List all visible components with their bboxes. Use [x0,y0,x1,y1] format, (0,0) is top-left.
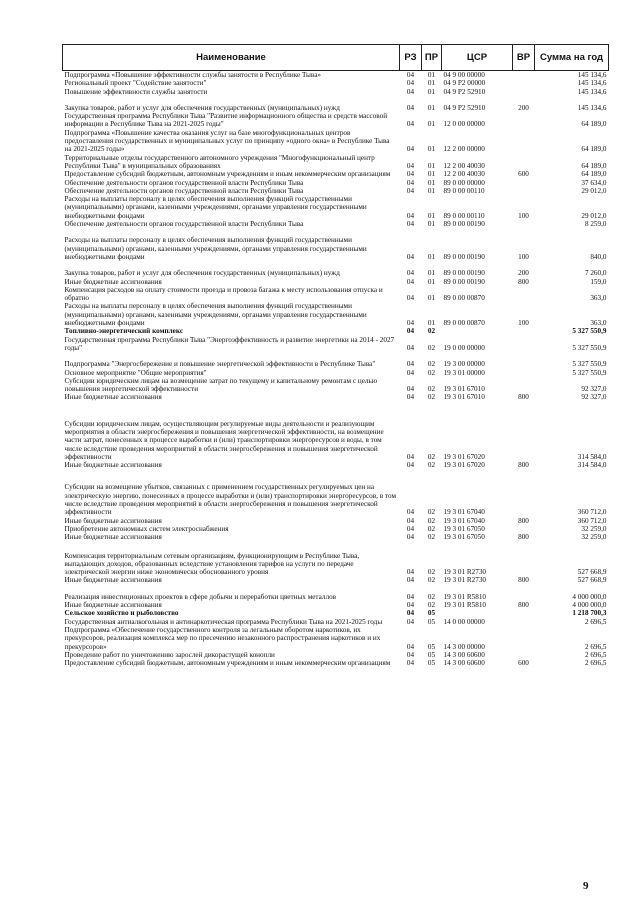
cell-vr: 800 [518,601,529,610]
cell-name: Государственная программа Республики Тыва "Энергоэффективность и развитие энергетики на 2014 - 2027 годы" [64,335,395,352]
cell-name: Субсидии юридическим лицам, осуществляющим регулируемые виды деятельности и реализующим мероприятия в области энергосбережения и повышения энергетической эффективности, на возмещение части затрат, понесенных в процессе выработки и (или) транспортировки энергоресурсов и воды, в том числе вследствие проведения мероприятий в области энергосбережения и повышения энергетической эффективности [64,419,384,461]
cell-name: Повышение эффективности службы занятости [64,87,208,96]
cell-sum: 92 327,0 [581,393,607,402]
cell-vr [513,402,535,461]
table-row [63,302,609,327]
table-row [63,576,609,584]
cell-name: Закупка товаров, работ и услуг для обеспечения государственных (муниципальных) нужд [64,103,340,112]
cell-name: Субсидии на возмещение убытков, связанных с применением государственных регулируемых цен на электрическую энергию, понесенных в процессе выработки и (или) транспортировки энергоресурсов, в том числе вследствие проведения мероприятий в области энергосбережения и повышения энергетической эффективности [64,483,397,517]
cell-rz: 04 [406,393,415,402]
cell-name: Иные бюджетные ассигнования [64,576,162,585]
cell-sum: 2 696,5 [584,659,607,668]
cell-vr: 100 [518,252,529,261]
cell-sum: 360 712,0 [577,508,607,517]
cell-sum: 2 696,5 [584,650,607,659]
cell-csr: 14 3 00 60600 [443,659,485,668]
cell-pr: 01 [427,120,436,129]
cell-sum: 7 260,0 [584,269,607,278]
cell-vr [513,112,535,129]
cell-sum: 1 218 700,3 [572,609,607,618]
cell-name: Иные бюджетные ассигнования [64,601,162,610]
cell-pr: 02 [427,360,436,369]
cell-rz: 04 [406,87,415,96]
cell-csr: 19 3 01 67010 [443,385,485,394]
cell-vr [513,79,535,87]
table-row [63,112,609,129]
cell-sum: 4 000 000,0 [572,601,607,610]
table-row [63,96,609,112]
cell-sum: 314 584,0 [577,452,607,461]
cell-pr: 02 [427,343,436,352]
header-pr: ПР [422,45,442,71]
cell-pr: 02 [427,568,436,577]
table-row [63,278,609,286]
cell-vr: 800 [518,516,529,525]
cell-sum: 32 259,0 [581,533,607,542]
cell-vr [513,626,535,651]
cell-vr: 800 [518,533,529,542]
cell-pr: 05 [427,659,436,668]
table-row [63,469,609,516]
cell-rz: 04 [406,211,415,220]
cell-name: Расходы на выплаты персоналу в целях обеспечения выполнения функций государственными (муниципальными) органами, казенными учреждениями, органами управления государственными внебюджетными фондами [64,302,367,328]
cell-csr: 14 0 00 00000 [443,617,485,626]
cell-name: Иные бюджетные ассигнования [64,461,162,470]
table-row [63,154,609,171]
table-row [63,220,609,228]
table-row [63,585,609,601]
cell-rz: 04 [406,533,415,542]
table-row [63,601,609,609]
cell-pr: 01 [427,161,436,170]
cell-sum: 145 134,6 [577,103,607,112]
cell-csr: 19 3 01 67010 [443,393,485,402]
table-row [63,79,609,87]
cell-name: Иные бюджетные ассигнования [64,533,162,542]
table-row [63,377,609,394]
cell-rz: 04 [406,170,415,179]
cell-csr: 12 2 00 40030 [443,170,485,179]
cell-sum: 4 000 000,0 [572,592,607,601]
cell-pr: 01 [427,170,436,179]
cell-pr: 02 [427,393,436,402]
cell-vr [513,585,535,601]
cell-csr: 14 3 00 00000 [443,642,485,651]
cell-name: Обеспечение деятельности органов государственной власти Республики Тыва [64,186,304,195]
cell-vr [513,88,535,96]
cell-pr: 02 [427,461,436,470]
header-csr: ЦСР [442,45,513,71]
cell-pr: 05 [427,642,436,651]
budget-table [62,44,609,667]
cell-csr: 14 3 00 60600 [443,650,485,659]
cell-vr [513,179,535,187]
cell-rz: 04 [406,79,415,88]
cell-vr [513,336,535,353]
cell-pr: 02 [427,385,436,394]
table-row [63,393,609,401]
cell-vr [513,154,535,171]
cell-name: Расходы на выплаты персоналу в целях обеспечения выполнения функций государственными (муниципальными) органами, казенными учреждениями, органами управления государственными внебюджетными фондами [64,236,367,261]
cell-rz: 04 [406,659,415,668]
page-number: 9 [583,880,589,892]
cell-pr: 02 [427,508,436,517]
cell-name: Топливно-энергетический комплекс [64,327,184,336]
cell-rz: 04 [406,178,415,187]
cell-vr [513,129,535,154]
cell-pr: 05 [427,617,436,626]
cell-csr: 12 2 00 40030 [443,161,485,170]
cell-pr: 02 [427,452,436,461]
cell-name: Обеспечение деятельности органов государственной власти Республики Тыва [64,220,304,229]
table-row [63,626,609,651]
cell-pr: 05 [427,609,436,618]
cell-vr [513,369,535,377]
cell-rz: 04 [406,103,415,112]
cell-rz: 04 [406,508,415,517]
cell-csr: 89 0 00 00190 [443,220,485,229]
cell-pr: 01 [427,252,436,261]
cell-sum: 37 634,0 [581,178,607,187]
cell-csr: 19 3 01 R2730 [443,568,487,577]
cell-vr [513,71,535,80]
cell-pr: 01 [427,71,436,79]
cell-vr: 800 [518,277,529,286]
cell-name: Подпрограмма "Энергосбережение и повышение энергетической эффективности в Республике Тыва" [64,360,376,369]
cell-csr: 89 0 00 00190 [443,277,485,286]
cell-vr [513,542,535,577]
cell-rz: 04 [406,568,415,577]
cell-name: Предоставление субсидий бюджетным, автономным учреждениям и иным некоммерческим организациям [64,659,391,668]
cell-pr: 02 [427,516,436,525]
cell-pr: 02 [427,524,436,533]
cell-name: Предоставление субсидий бюджетным, автономным учреждениям и иным некоммерческим организациям [64,170,391,179]
cell-sum: 92 327,0 [581,385,607,394]
cell-csr: 89 0 00 00870 [443,319,485,328]
cell-sum: 29 012,0 [581,186,607,195]
cell-sum: 840,0 [590,252,607,261]
cell-vr [513,609,535,617]
cell-rz: 04 [406,609,415,618]
cell-csr: 04 9 P2 00000 [443,79,486,88]
cell-pr: 01 [427,269,436,278]
cell-sum: 64 189,0 [581,161,607,170]
cell-csr: 19 3 01 67050 [443,533,485,542]
cell-rz: 04 [406,642,415,651]
table-row [63,609,609,617]
cell-pr: 01 [427,294,436,303]
cell-sum: 527 668,9 [577,568,607,577]
cell-sum: 527 668,9 [577,576,607,585]
cell-csr: 19 3 01 R2730 [443,576,487,585]
cell-name: Проведение работ по уничтожению зарослей дикорастущей конопли [64,650,275,659]
cell-sum: 64 189,0 [581,145,607,154]
cell-pr: 01 [427,145,436,154]
cell-rz: 04 [406,592,415,601]
cell-rz: 04 [406,385,415,394]
cell-rz: 04 [406,617,415,626]
cell-rz: 04 [406,650,415,659]
cell-pr: 05 [427,650,436,659]
cell-name: Подпрограмма «Повышение эффективности службы занятости в Республике Тыва» [64,71,321,79]
cell-csr: 19 0 00 00000 [443,343,485,352]
cell-name: Подпрограмма «Повышение качества оказания услуг на базе многофункциональных центров предоставления государственных и муниципальных услуг по принципу «одного окна» в Республике Тыва на 2021-2025 годы» [64,128,390,154]
table-row [63,542,609,577]
cell-csr: 12 2 00 00000 [443,145,485,154]
cell-rz: 04 [406,252,415,261]
cell-rz: 04 [406,360,415,369]
cell-csr: 19 3 01 67040 [443,508,485,517]
cell-rz: 04 [406,524,415,533]
header-name: Наименование [63,45,400,71]
cell-sum: 64 189,0 [581,170,607,179]
cell-name: Реализация инвестиционных проектов в сфере добычи и переработки цветных металлов [64,592,337,601]
cell-pr: 01 [427,277,436,286]
cell-vr: 600 [518,170,529,179]
table-row [63,618,609,626]
table-row [63,129,609,154]
cell-sum: 360 712,0 [577,516,607,525]
cell-rz: 04 [406,277,415,286]
cell-vr [513,286,535,303]
cell-name: Субсидии юридическим лицам на возмещение затрат по текущему и капитальному ремонтам с целью повышения энергетической эффективности [64,376,378,394]
cell-csr: 12 0 00 00000 [443,120,485,129]
cell-pr: 01 [427,186,436,195]
cell-name: Государственная антиалкогольная и антинаркотическая программа Республики Тыва на 2021-2025 годы [64,617,383,626]
cell-sum: 29 012,0 [581,211,607,220]
table-row [63,71,609,80]
cell-vr: 800 [518,576,529,585]
cell-rz: 04 [406,576,415,585]
table-row [63,336,609,353]
cell-vr [513,618,535,626]
cell-name: Иные бюджетные ассигнования [64,516,162,525]
cell-name: Подпрограмма «Обеспечение государственного контроля за легальным оборотом наркотиков, их прекурсоров, реализация комплекса мер по пресечению незаконного распространения наркотиков и их прекурсоров» [64,625,381,651]
cell-csr: 89 0 00 00190 [443,252,485,261]
table-row [63,659,609,667]
cell-rz: 04 [406,161,415,170]
cell-sum: 2 696,5 [584,642,607,651]
cell-vr [513,469,535,516]
cell-name: Приобретение автономных систем электроснабжения [64,524,229,533]
cell-vr: 800 [518,393,529,402]
table-row [63,261,609,277]
cell-sum: 363,0 [590,319,607,328]
cell-sum: 8 259,0 [584,220,607,229]
cell-sum: 314 584,0 [577,461,607,470]
cell-csr: 19 3 01 R5810 [443,601,487,610]
cell-rz: 04 [406,452,415,461]
cell-csr [442,327,513,335]
cell-rz: 04 [406,516,415,525]
cell-csr [442,609,513,617]
cell-pr: 01 [427,79,436,88]
cell-pr: 02 [427,601,436,610]
cell-pr: 02 [427,576,436,585]
cell-csr: 89 0 00 00190 [443,269,485,278]
cell-rz: 04 [406,319,415,328]
cell-pr: 01 [427,87,436,96]
cell-pr: 01 [427,319,436,328]
cell-rz: 04 [406,327,415,336]
cell-csr: 89 0 00 00110 [443,186,485,195]
cell-vr: 200 [518,103,529,112]
cell-csr: 89 0 00 00870 [443,294,485,303]
table-row [63,286,609,303]
cell-vr [513,377,535,394]
cell-vr [513,327,535,335]
cell-csr: 89 0 00 00000 [443,178,485,187]
cell-rz: 04 [406,601,415,610]
cell-name: Территориальные отделы государственного автономного учреждения "Многофункциональный центр Республики Тыва" в муниципальных образованиях [64,153,375,170]
table-row [63,369,609,377]
cell-vr [513,220,535,228]
cell-vr [513,352,535,368]
cell-name: Расходы на выплаты персоналу в целях обеспечения выполнения функций государственными (муниципальными) органами, казенными учреждениями, органами управления государственными внебюджетными фондами [64,195,367,220]
cell-rz: 04 [406,120,415,129]
cell-pr: 02 [427,533,436,542]
cell-sum: 2 696,5 [584,617,607,626]
cell-pr: 01 [427,220,436,229]
cell-csr: 19 3 01 R5810 [443,592,487,601]
cell-name: Иные бюджетные ассигнования [64,393,162,402]
header-rz: РЗ [400,45,422,71]
cell-csr: 19 3 01 00000 [443,368,485,377]
cell-csr: 04 9 P2 52910 [443,87,486,96]
cell-vr [513,651,535,659]
table-row [63,228,609,261]
cell-name: Компенсация расходов на оплату стоимости проезда и провоза багажа к месту использования отпуска и обратно [64,285,383,303]
cell-pr: 02 [427,592,436,601]
cell-rz: 04 [406,220,415,229]
cell-sum: 145 134,6 [577,79,607,88]
cell-pr: 01 [427,211,436,220]
cell-rz: 04 [406,461,415,470]
table-row [63,327,609,335]
cell-csr: 19 3 00 00000 [443,360,485,369]
cell-sum: 5 327 550,9 [572,360,607,369]
cell-name: Основное мероприятие "Общие мероприятия" [64,368,207,377]
cell-csr: 19 3 01 67040 [443,516,485,525]
cell-sum: 145 134,6 [577,71,607,79]
cell-name: Государственная программа Республики Тыва "Развитие информационного общества и средств массовой информации в Республике Тыва на 2021-2025 годы" [64,112,388,129]
cell-rz: 04 [406,186,415,195]
cell-vr [513,187,535,195]
table-body [63,71,609,668]
cell-name: Сельское хозяйство и рыболовство [64,609,179,618]
cell-sum: 64 189,0 [581,120,607,129]
cell-csr: 19 3 01 67020 [443,461,485,470]
cell-rz: 04 [406,145,415,154]
cell-csr: 04 9 00 00000 [443,71,485,79]
table-row [63,517,609,525]
cell-rz: 04 [406,71,415,79]
table-row [63,195,609,220]
cell-sum: 5 327 550,9 [572,343,607,352]
cell-sum: 5 327 550,9 [572,368,607,377]
header-sum: Сумма на год [535,45,609,71]
cell-rz: 04 [406,343,415,352]
cell-rz: 04 [406,294,415,303]
cell-pr: 02 [427,327,436,336]
cell-vr: 800 [518,461,529,470]
cell-vr: 100 [518,319,529,328]
cell-pr: 01 [427,103,436,112]
cell-rz: 04 [406,368,415,377]
cell-name: Обеспечение деятельности органов государственной власти Республики Тыва [64,178,304,187]
cell-csr: 19 3 01 67020 [443,452,485,461]
cell-sum: 363,0 [590,294,607,303]
table-row [63,525,609,533]
table-row [63,170,609,178]
header-vr: ВР [513,45,535,71]
cell-vr: 100 [518,211,529,220]
table-row [63,179,609,187]
cell-csr: 04 9 P2 52910 [443,103,486,112]
cell-sum: 32 259,0 [581,524,607,533]
table-row [63,187,609,195]
cell-name: Компенсация территориальным сетевым организациям, функционирующим в Республике Тыва, выпадающих доходов, образованных вследствие установления тарифов на услуги по передаче электрической энергии ниже экономически обоснованного уровня [64,551,360,577]
cell-pr: 01 [427,178,436,187]
table-row [63,461,609,469]
cell-sum: 159,0 [590,277,607,286]
cell-name: Закупка товаров, работ и услуг для обеспечения государственных (муниципальных) нужд [64,269,340,278]
cell-sum: 5 327 550,9 [572,327,607,336]
cell-vr: 600 [518,659,529,668]
cell-name: Иные бюджетные ассигнования [64,277,162,286]
cell-rz: 04 [406,269,415,278]
table-row [63,88,609,96]
cell-csr: 19 3 01 67050 [443,524,485,533]
table-row [63,352,609,368]
cell-vr: 200 [518,269,529,278]
cell-name: Региональный проект "Содействие занятости" [64,79,207,88]
table-header [63,45,609,71]
cell-vr [513,525,535,533]
cell-csr: 89 0 00 00110 [443,211,485,220]
table-row [63,651,609,659]
table-row [63,533,609,541]
cell-sum: 145 134,6 [577,87,607,96]
table-row [63,402,609,461]
cell-pr: 02 [427,368,436,377]
